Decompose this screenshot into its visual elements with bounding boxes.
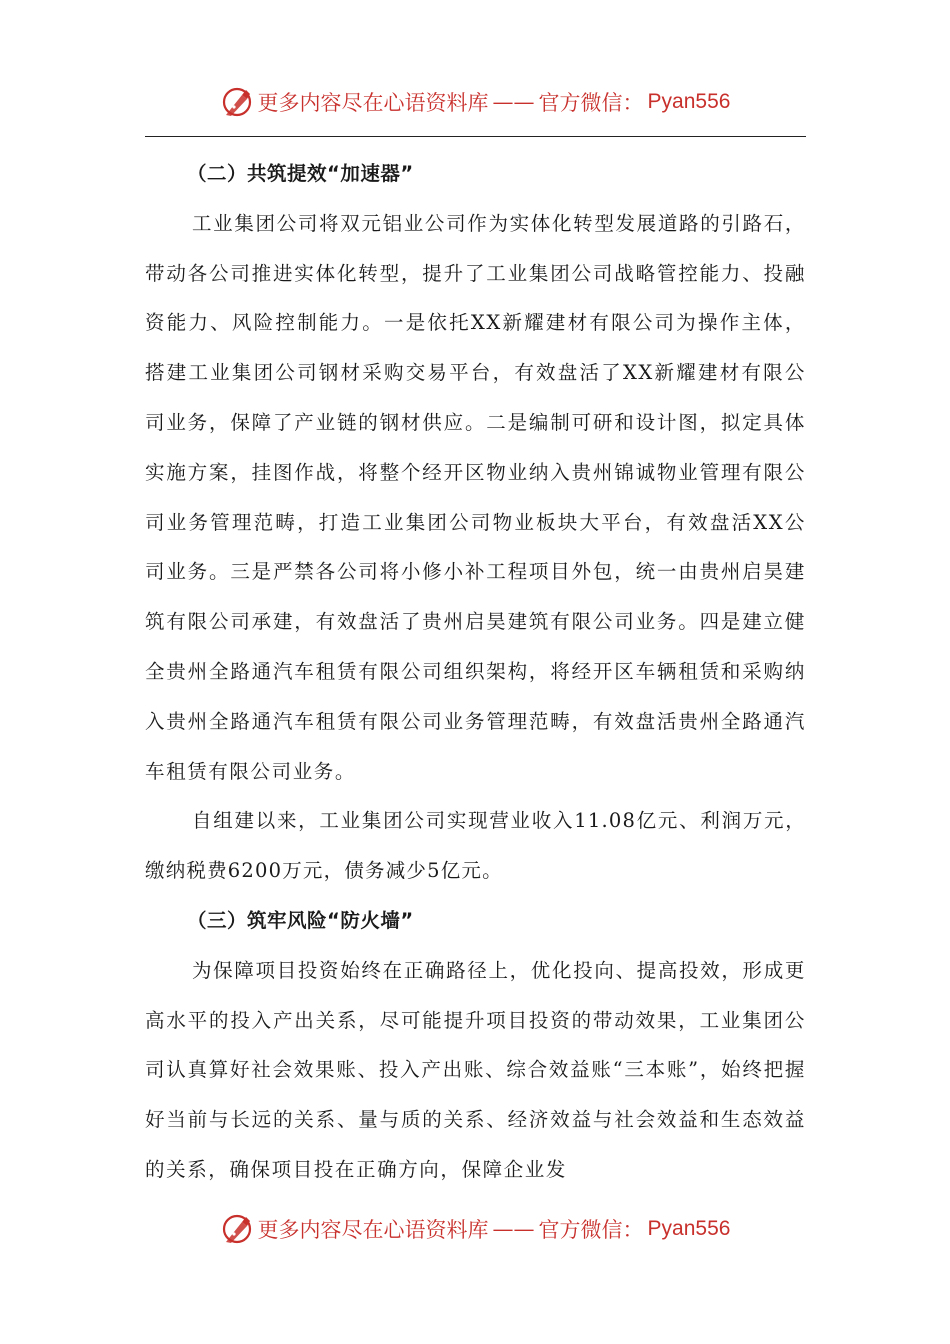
footer-banner xyxy=(0,1207,950,1251)
document-body xyxy=(145,149,806,1195)
banner-dash: —— xyxy=(492,90,535,114)
banner-wechat-id: Pyan556 xyxy=(647,90,731,113)
banner-wechat-id: Pyan556 xyxy=(647,1217,731,1240)
section-heading-2: （二）共筑提效“加速器” xyxy=(187,162,414,185)
section3-paragraph-1: 为保障项目投资始终在正确路径上，优化投向、提高投效，形成更高水平的投入产出关系，尽可能提升项目投资的带动效果，工业集团公司认真算好社会效果账、投入产出账、综合效益账“三本账”，始终把握好当前与长远的关系、量与质的关系、经济效益与社会效益和生态效益的关系，确保项目投在正确方向，保障企业发 xyxy=(145,958,806,1181)
banner-slogan: 更多内容尽在心语资料库 xyxy=(257,1218,489,1242)
header-banner xyxy=(0,80,950,124)
section2-paragraph-2: 自组建以来，工业集团公司实现营业收入11.08亿元、利润万元，缴纳税费6200万元，债务减少5亿元。 xyxy=(145,809,806,883)
pen-nib-logo-icon xyxy=(220,85,254,119)
banner-dash: —— xyxy=(492,1217,535,1241)
section2-paragraph-1: 工业集团公司将双元铝业公司作为实体化转型发展道路的引路石，带动各公司推进实体化转型，提升了工业集团公司战略管控能力、投融资能力、风险控制能力。一是依托XX新耀建材有限公司为操作主体，搭建工业集团公司钢材采购交易平台，有效盘活了XX新耀建材有限公司业务，保障了产业链的钢材供应。二是编制可研和设计图，拟定具体实施方案，挂图作战，将整个经开区物业纳入贵州锦诚物业管理有限公司业务管理范畴，打造工业集团公司物业板块大平台，有效盘活XX公司业务。三是严禁各公司将小修小补工程项目外包，统一由贵州启昊建筑有限公司承建，有效盘活了贵州启昊建筑有限公司业务。四是建立健全贵州全路通汽车租赁有限公司组织架构，将经开区车辆租赁和采购纳入贵州全路通汽车租赁有限公司业务管理范畴，有效盘活贵州全路通汽车租赁有限公司业务。 xyxy=(145,211,806,783)
banner-wechat-label: 官方微信： xyxy=(538,1218,644,1242)
pen-nib-logo-icon xyxy=(220,1212,254,1246)
header-divider xyxy=(145,136,806,137)
banner-wechat-label: 官方微信： xyxy=(538,91,644,115)
banner-slogan: 更多内容尽在心语资料库 xyxy=(257,91,489,115)
section-heading-3: （三）筑牢风险“防火墙” xyxy=(187,908,414,932)
